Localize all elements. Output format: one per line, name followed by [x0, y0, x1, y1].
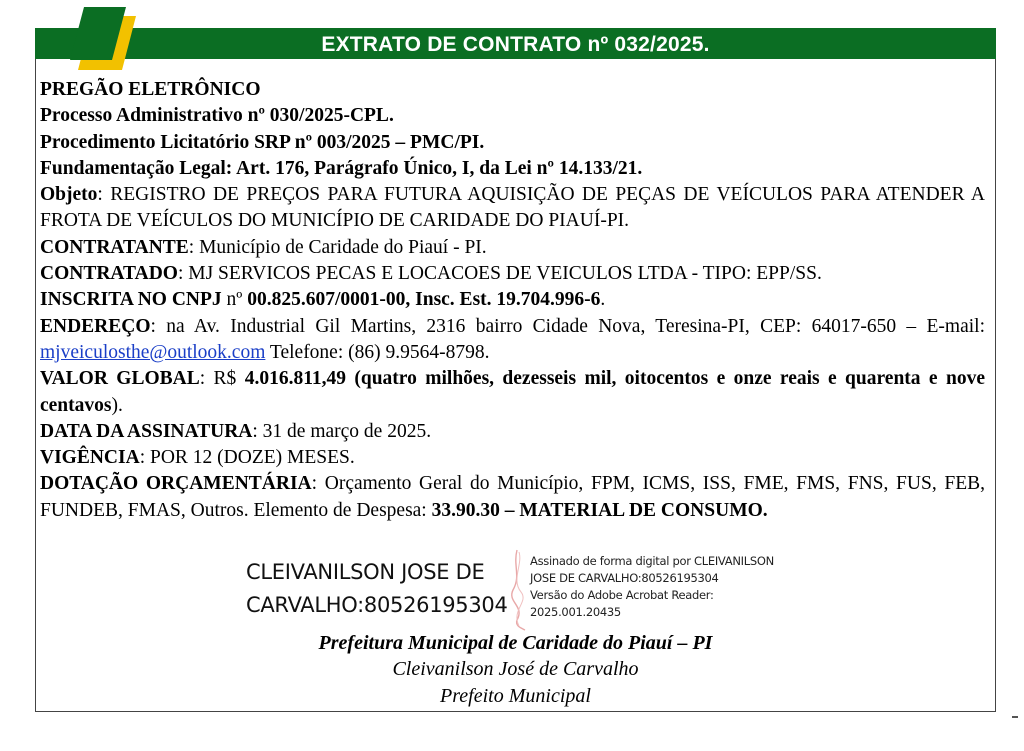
contratado-line: CONTRATADO: MJ SERVICOS PECAS E LOCACOES DE VEICULOS LTDA - TIPO: EPP/SS.: [40, 263, 822, 285]
footer-org: Prefeitura Municipal de Caridade do Piauí – PI: [318, 632, 713, 654]
page-mark: [1012, 716, 1018, 718]
footer-role: Prefeito Municipal: [440, 685, 591, 707]
fundamentacao-line: Fundamentação Legal: Art. 176, Parágrafo Único, I, da Lei nº 14.133/21.: [40, 157, 643, 179]
contratante-line: CONTRATANTE: Município de Caridade do Piauí - PI.: [40, 236, 487, 258]
footer-name: Cleivanilson José de Carvalho: [392, 658, 639, 680]
endereco-paragraph: ENDEREÇO: na Av. Industrial Gil Martins, 2316 bairro Cidade Nova, Teresina-PI, CEP: 64017-650 – E-mail: mjveiculosthe@outlook.com Telefone: (86) 9.9564-8798.: [40, 315, 985, 363]
objeto-paragraph: Objeto: REGISTRO DE PREÇOS PARA FUTURA AQUISIÇÃO DE PEÇAS DE VEÍCULOS PARA ATENDER A FROTA DE VEÍCULOS DO MUNICÍPIO DE CARIDADE DO PIAUÍ-PI.: [40, 184, 985, 232]
processo-line: Processo Administrativo nº 030/2025-CPL.: [40, 105, 394, 127]
signature-name: CLEIVANILSON JOSE DE CARVALHO:80526195304: [246, 560, 508, 617]
valor-paragraph: VALOR GLOBAL: R$ 4.016.811,49 (quatro milhões, dezesseis mil, oitocentos e onze reais e quarenta e nove centavos).: [40, 368, 985, 416]
cnpj-line: INSCRITA NO CNPJ nº 00.825.607/0001-00, Insc. Est. 19.704.996-6.: [40, 289, 606, 311]
vigencia-line: VIGÊNCIA: POR 12 (DOZE) MESES.: [40, 447, 355, 469]
pregao-line: PREGÃO ELETRÔNICO: [40, 79, 261, 100]
dotacao-paragraph: DOTAÇÃO ORÇAMENTÁRIA: Orçamento Geral do Município, FPM, ICMS, ISS, FME, FMS, FNS, FUS, FEB, FUNDEB, FMAS, Outros. Elemento de Despesa: 33.90.30 – MATERIAL DE CONSUMO.: [40, 473, 986, 521]
email-link[interactable]: mjveiculosthe@outlook.com: [40, 341, 266, 363]
logo-icon: [62, 4, 142, 70]
procedimento-line: Procedimento Licitatório SRP nº 003/2025 – PMC/PI.: [40, 131, 485, 153]
data-assinatura-line: DATA DA ASSINATURA: 31 de março de 2025.: [40, 420, 432, 442]
signature-info: Assinado de forma digital por CLEIVANILSON JOSE DE CARVALHO:80526195304 Versão do Adobe Acrobat Reader: 2025.001.20435: [530, 554, 774, 619]
header-bar: [35, 28, 996, 59]
contract-body: [40, 77, 985, 524]
document-title: EXTRATO DE CONTRATO nº 032/2025.: [321, 33, 710, 56]
